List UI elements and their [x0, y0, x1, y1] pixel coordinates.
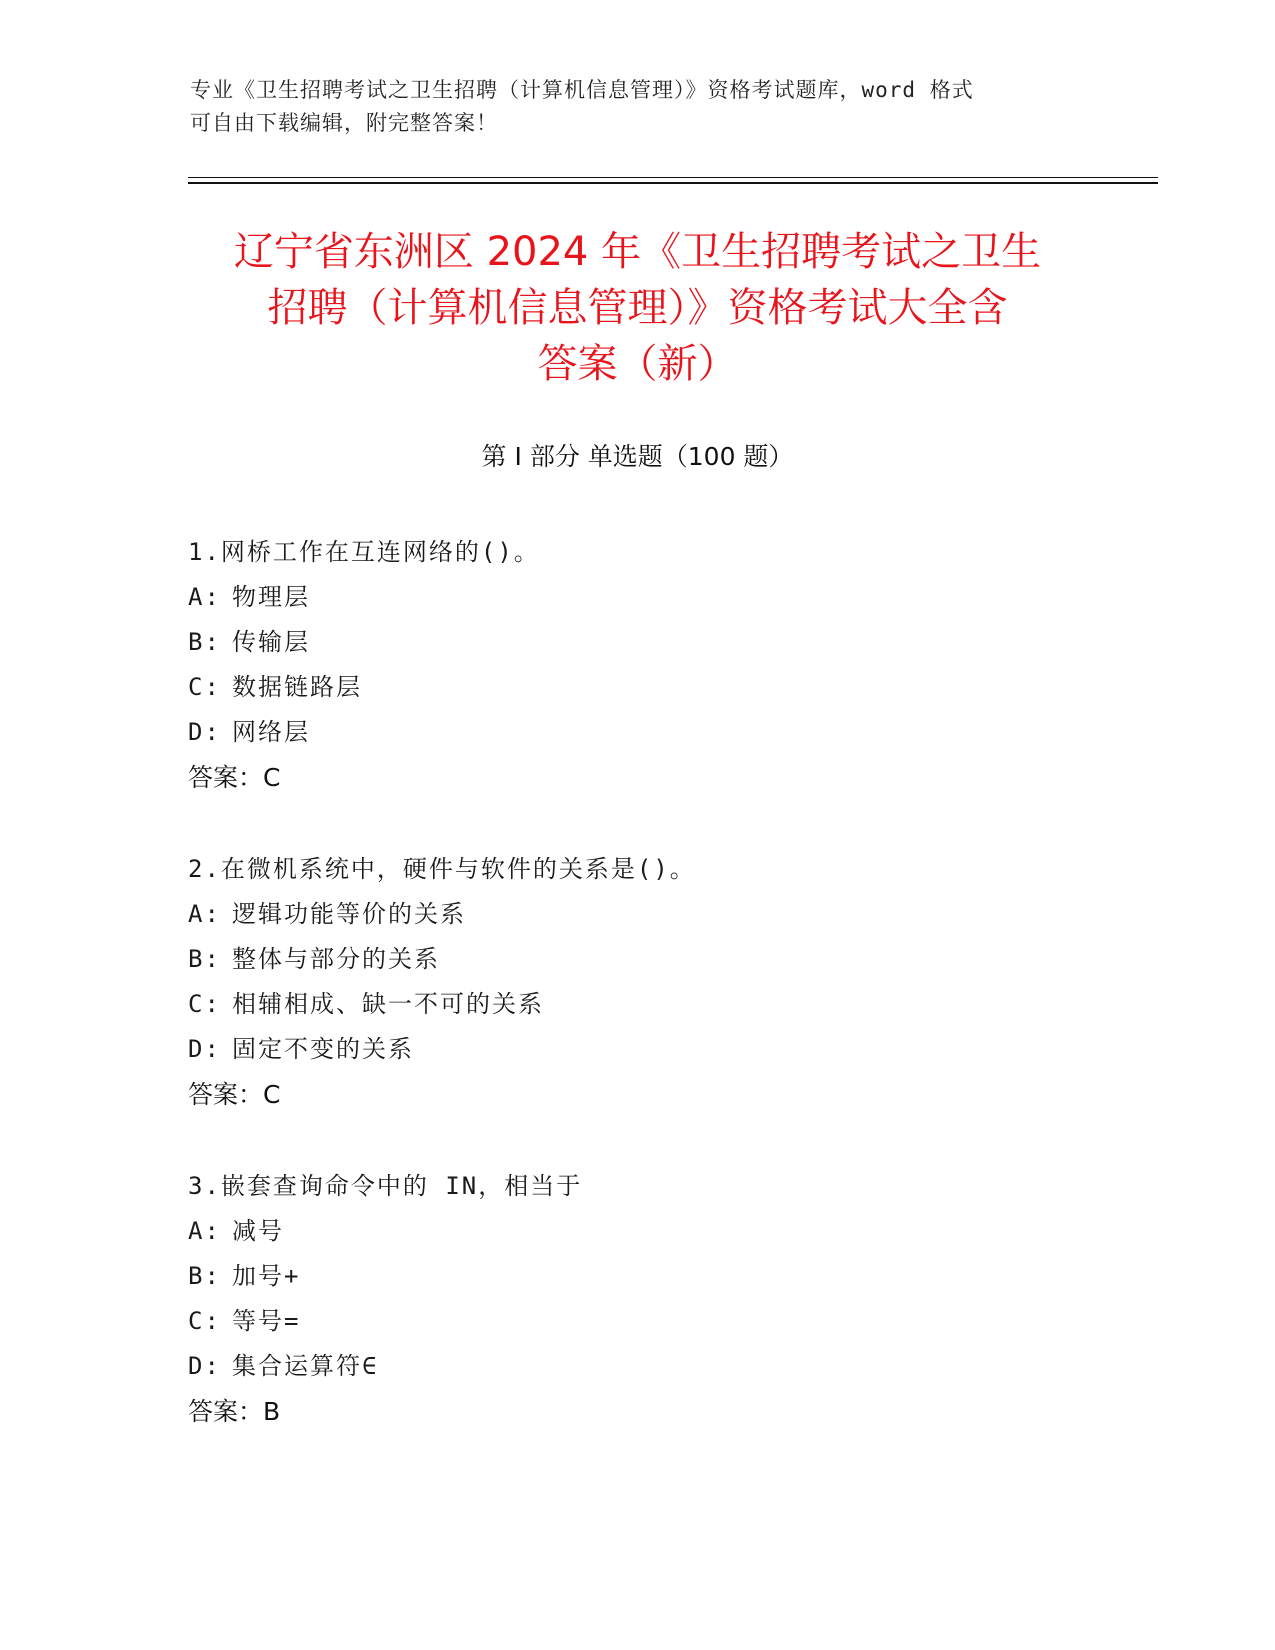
option-b [188, 1254, 1088, 1299]
option-a [188, 1209, 1088, 1254]
option-text: 逻辑功能等价的关系 [232, 900, 466, 928]
answer: 答案：B [188, 1397, 281, 1426]
option-d [188, 710, 1088, 755]
option-text: 加号+ [232, 1262, 301, 1290]
question-stem: 1.网桥工作在互连网络的()。 [188, 538, 540, 566]
answer: 答案：C [188, 763, 281, 792]
option-text: 固定不变的关系 [232, 1035, 414, 1063]
option-text: 网络层 [232, 718, 310, 746]
option-key: C: [188, 673, 221, 701]
header-divider-thick [188, 182, 1158, 184]
section-heading: 第 I 部分 单选题（100 题） [481, 442, 794, 471]
question-stem: 2.在微机系统中，硬件与软件的关系是()。 [188, 855, 696, 883]
option-key: B: [188, 945, 221, 973]
document-title [150, 224, 1125, 392]
option-b [188, 937, 1088, 982]
option-text: 整体与部分的关系 [232, 945, 440, 973]
option-d [188, 1027, 1088, 1072]
answer: 答案：C [188, 1080, 281, 1109]
option-key: C: [188, 990, 221, 1018]
option-text: 传输层 [232, 628, 310, 656]
question-list [188, 530, 1088, 1481]
option-c [188, 982, 1088, 1027]
option-text: 减号 [232, 1217, 284, 1245]
question-1 [188, 530, 1088, 800]
option-key: D: [188, 1035, 221, 1063]
question-2 [188, 847, 1088, 1117]
option-key: B: [188, 1262, 221, 1290]
option-c [188, 665, 1088, 710]
option-text: 数据链路层 [232, 673, 362, 701]
header-divider-thin [188, 177, 1158, 178]
option-text: 等号= [232, 1307, 301, 1335]
option-text: 集合运算符∈ [232, 1352, 379, 1380]
option-c [188, 1299, 1088, 1344]
option-d [188, 1344, 1088, 1389]
option-key: A: [188, 1217, 221, 1245]
option-text: 相辅相成、缺一不可的关系 [232, 990, 544, 1018]
header-note-line-2: 可自由下载编辑，附完整答案！ [190, 111, 498, 135]
option-a [188, 575, 1088, 620]
header-note-line-1: 专业《卫生招聘考试之卫生招聘（计算机信息管理）》资格考试题库，word 格式 [190, 78, 974, 102]
title-line-2: 招聘（计算机信息管理）》资格考试大全含 [267, 285, 1008, 331]
option-key: A: [188, 583, 221, 611]
option-key: C: [188, 1307, 221, 1335]
option-a [188, 892, 1088, 937]
option-key: A: [188, 900, 221, 928]
question-3 [188, 1164, 1088, 1434]
option-text: 物理层 [232, 583, 310, 611]
option-key: D: [188, 718, 221, 746]
option-key: D: [188, 1352, 221, 1380]
header-note [190, 74, 1090, 140]
title-line-1: 辽宁省东洲区 2024 年《卫生招聘考试之卫生 [233, 229, 1042, 275]
option-key: B: [188, 628, 221, 656]
option-b [188, 620, 1088, 665]
title-line-3: 答案（新） [537, 341, 738, 387]
question-stem: 3.嵌套查询命令中的 IN，相当于 [188, 1172, 583, 1200]
